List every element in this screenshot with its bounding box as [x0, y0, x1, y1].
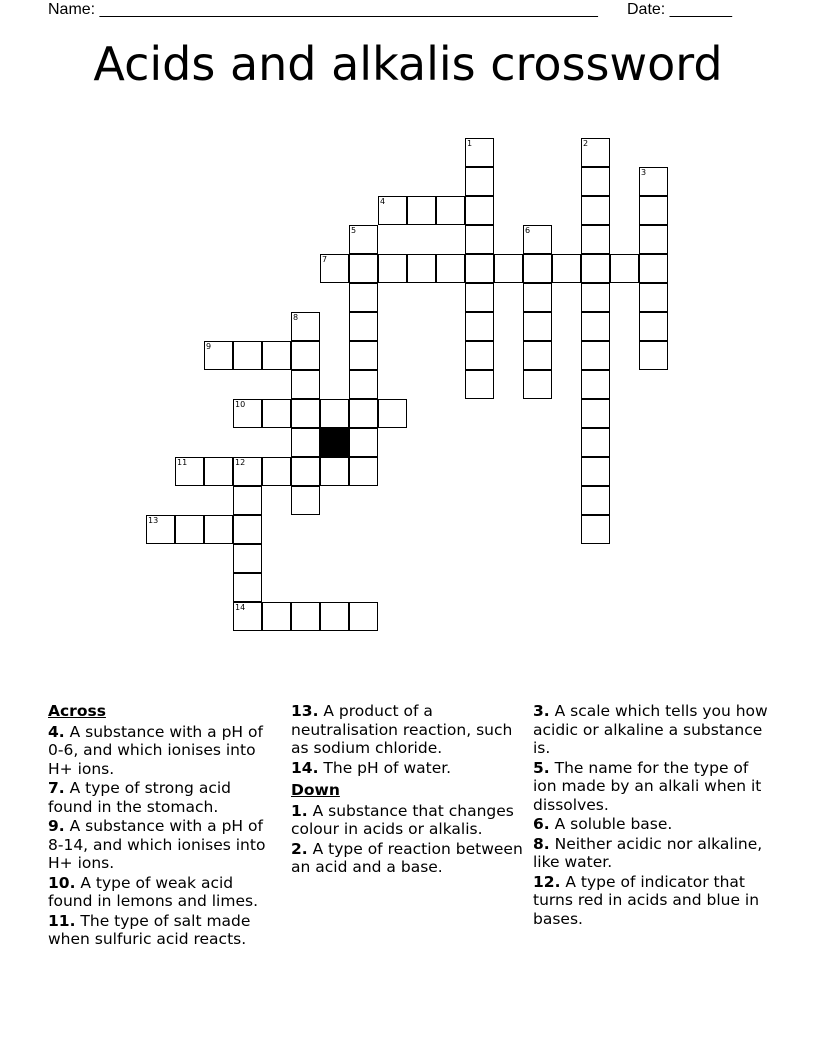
crossword-cell[interactable] [465, 312, 494, 341]
down-clue-list [291, 802, 523, 877]
clue-number: 4. [48, 722, 65, 741]
clue-item [533, 835, 773, 872]
clue-number: 2. [291, 839, 308, 858]
crossword-cell[interactable] [639, 341, 668, 370]
crossword-cell[interactable] [378, 254, 407, 283]
clue-item [48, 779, 280, 816]
crossword-cell[interactable] [523, 341, 552, 370]
crossword-cell[interactable] [233, 486, 262, 515]
clue-number: 10. [48, 873, 76, 892]
crossword-cell[interactable] [291, 370, 320, 399]
crossword-cell[interactable] [320, 602, 349, 631]
crossword-cell[interactable] [639, 283, 668, 312]
crossword-cell[interactable] [436, 254, 465, 283]
clue-number: 13. [291, 702, 319, 720]
clue-number-8: 8 [293, 313, 299, 322]
clue-text: A type of reaction between an acid and a base. [291, 839, 523, 876]
clue-text: A substance with a pH of 0-6, and which ionises into H+ ions. [48, 722, 263, 778]
crossword-cell[interactable] [552, 254, 581, 283]
clue-item [291, 759, 523, 778]
clue-number: 14. [291, 758, 319, 777]
crossword-cell[interactable] [465, 167, 494, 196]
clue-number: 7. [48, 779, 65, 797]
crossword-cell[interactable] [349, 399, 378, 428]
clue-number-3: 3 [641, 168, 647, 177]
crossword-cell[interactable] [581, 428, 610, 457]
crossword-cell[interactable] [581, 486, 610, 515]
clue-item [291, 702, 523, 758]
crossword-cell[interactable] [233, 515, 262, 544]
clue-number: 12. [533, 872, 561, 891]
across-heading: Across [48, 702, 106, 720]
crossword-cell[interactable] [291, 457, 320, 486]
crossword-cell[interactable] [581, 167, 610, 196]
crossword-cell[interactable] [320, 457, 349, 486]
clue-text: Neither acidic nor alkaline, like water. [533, 834, 763, 871]
clue-number-9: 9 [206, 342, 212, 351]
crossword-cell[interactable] [436, 196, 465, 225]
clue-item [291, 840, 523, 877]
crossword-cell[interactable] [291, 428, 320, 457]
clue-item [533, 815, 773, 834]
clue-item [48, 817, 280, 873]
crossword-cell[interactable] [407, 254, 436, 283]
crossword-cell[interactable] [523, 312, 552, 341]
crossword-cell[interactable] [581, 370, 610, 399]
clue-text: A substance that changes colour in acids or alkalis. [291, 801, 514, 838]
clue-item [48, 723, 280, 779]
crossword-cell[interactable] [262, 399, 291, 428]
crossword-cell[interactable] [610, 254, 639, 283]
across-clue-list-continued [291, 702, 523, 777]
clue-item [533, 759, 773, 815]
clue-item [291, 802, 523, 839]
crossword-cell[interactable] [523, 370, 552, 399]
clue-number-2: 2 [583, 139, 589, 148]
crossword-cell[interactable] [262, 602, 291, 631]
crossword-cell[interactable] [581, 341, 610, 370]
clue-number-5: 5 [351, 226, 357, 235]
clue-number-10: 10 [235, 400, 246, 409]
clue-number: 9. [48, 817, 65, 835]
crossword-cell[interactable] [291, 341, 320, 370]
clue-item [533, 873, 773, 929]
crossword-cell[interactable] [349, 254, 378, 283]
clue-number-1: 1 [467, 139, 473, 148]
clue-number-6: 6 [525, 226, 531, 235]
crossword-cell[interactable] [349, 457, 378, 486]
clue-number: 6. [533, 815, 550, 833]
black-square [320, 428, 349, 457]
clue-number-11: 11 [177, 458, 188, 467]
crossword-cell[interactable] [581, 312, 610, 341]
crossword-cell[interactable] [581, 515, 610, 544]
across-clue-list [48, 723, 280, 949]
clue-text: A scale which tells you how acidic or alkaline a substance is. [533, 702, 768, 757]
crossword-cell[interactable] [233, 573, 262, 602]
crossword-cell[interactable] [465, 196, 494, 225]
clue-number: 8. [533, 834, 550, 853]
down-clue-list-continued [533, 702, 773, 928]
crossword-cell[interactable] [233, 341, 262, 370]
crossword-cell[interactable] [204, 515, 233, 544]
crossword-cell[interactable] [233, 544, 262, 573]
clue-item [533, 702, 773, 758]
crossword-cell[interactable] [175, 515, 204, 544]
clue-text: A type of weak acid found in lemons and limes. [48, 873, 258, 910]
crossword-cell[interactable] [523, 254, 552, 283]
name-field[interactable]: Name: ________________________________________________________ [48, 1, 598, 18]
crossword-cell[interactable] [639, 225, 668, 254]
clues-column-2 [291, 702, 523, 878]
clue-number-7: 7 [322, 255, 328, 264]
crossword-cell[interactable] [262, 341, 291, 370]
clue-text: The type of salt made when sulfuric acid reacts. [48, 911, 251, 948]
crossword-cell[interactable] [465, 254, 494, 283]
date-field[interactable]: Date: _______ [627, 1, 732, 18]
crossword-cell[interactable] [465, 225, 494, 254]
page-title: Acids and alkalis crossword [93, 37, 723, 91]
crossword-cell[interactable] [465, 283, 494, 312]
crossword-cell[interactable] [581, 196, 610, 225]
clue-number: 1. [291, 801, 308, 820]
crossword-cell[interactable] [378, 399, 407, 428]
crossword-cell[interactable] [639, 312, 668, 341]
clues-column-1 [48, 702, 280, 950]
crossword-cell[interactable] [465, 341, 494, 370]
clue-text: The name for the type of ion made by an alkali when it dissolves. [533, 758, 762, 814]
down-heading: Down [291, 781, 340, 799]
crossword-cell[interactable] [581, 254, 610, 283]
crossword-cell[interactable] [349, 602, 378, 631]
clue-number: 5. [533, 758, 550, 777]
clue-number-12: 12 [235, 458, 246, 467]
crossword-cell[interactable] [581, 283, 610, 312]
crossword-cell[interactable] [494, 254, 523, 283]
crossword-cell[interactable] [581, 225, 610, 254]
clue-text: A product of a neutralisation reaction, such as sodium chloride. [291, 702, 513, 757]
clue-text: A substance with a pH of 8-14, and which ionises into H+ ions. [48, 817, 266, 872]
clue-number-4: 4 [380, 197, 386, 206]
crossword-cell[interactable] [204, 457, 233, 486]
crossword-cell[interactable] [349, 312, 378, 341]
crossword-cell[interactable] [349, 370, 378, 399]
crossword-cell[interactable] [465, 370, 494, 399]
crossword-cell[interactable] [349, 428, 378, 457]
clue-number: 11. [48, 911, 76, 930]
crossword-cell[interactable] [349, 341, 378, 370]
crossword-cell[interactable] [291, 399, 320, 428]
clue-text: The pH of water. [318, 758, 452, 777]
crossword-cell[interactable] [581, 457, 610, 486]
clue-item [48, 912, 280, 949]
crossword-cell[interactable] [262, 457, 291, 486]
clue-number-13: 13 [148, 516, 159, 525]
clues-column-3 [533, 702, 773, 929]
crossword-cell[interactable] [291, 486, 320, 515]
clue-text: A type of indicator that turns red in acids and blue in bases. [533, 872, 760, 928]
crossword-cell[interactable] [639, 254, 668, 283]
crossword-cell[interactable] [349, 283, 378, 312]
crossword-cell[interactable] [581, 399, 610, 428]
clue-item [48, 874, 280, 911]
crossword-cell[interactable] [291, 602, 320, 631]
crossword-cell[interactable] [407, 196, 436, 225]
clue-number: 3. [533, 702, 550, 720]
crossword-cell[interactable] [639, 196, 668, 225]
clue-text: A soluble base. [549, 815, 673, 833]
clue-number-14: 14 [235, 603, 246, 612]
clue-text: A type of strong acid found in the stomach. [48, 779, 231, 816]
crossword-cell[interactable] [523, 283, 552, 312]
crossword-cell[interactable] [320, 399, 349, 428]
